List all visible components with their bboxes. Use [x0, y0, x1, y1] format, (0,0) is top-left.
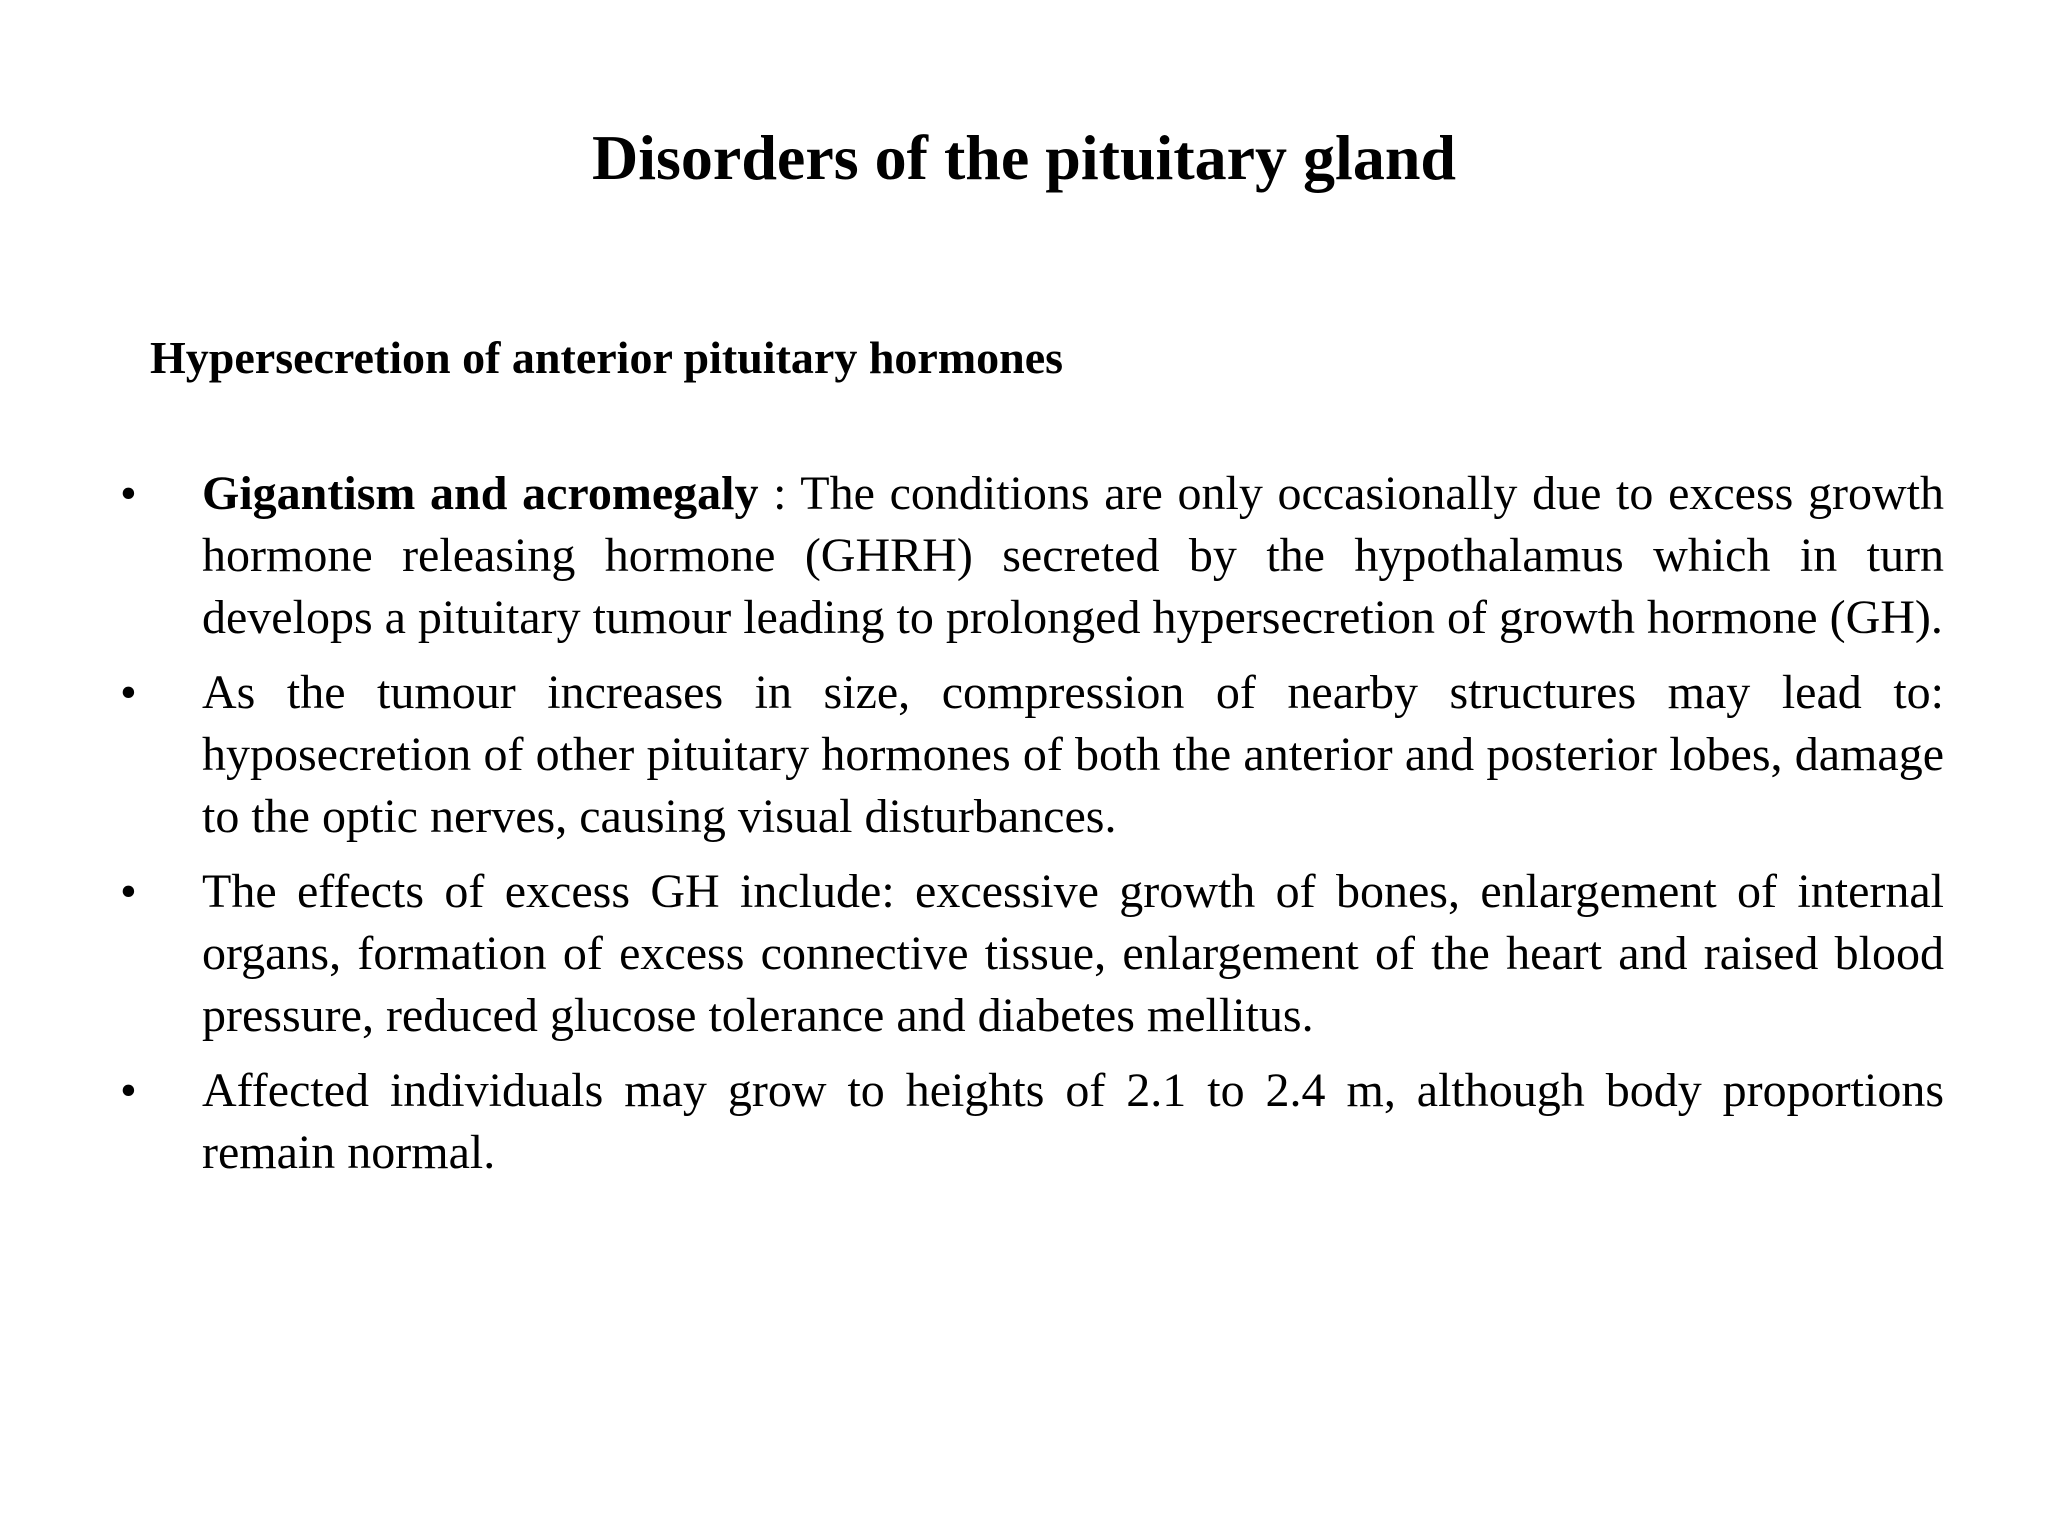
bullet-item-heights: [0, 1060, 2048, 1184]
bullet-text: As the tumour increases in size, compression of nearby structures may lead to: hyposecretion of other pituitary hormones of both the anterior and posterior lobes, damage to the optic nerves, causing visual disturbances.: [202, 666, 1944, 843]
bullet-marker: •: [120, 666, 137, 719]
bullet-text: Affected individuals may grow to heights of 2.1 to 2.4 m, although body proportions remain normal.: [202, 1064, 1944, 1179]
bullet-bold-lead: Gigantism and acromegaly: [202, 467, 759, 520]
bullet-item-gh-effects: [0, 861, 2048, 1047]
bullet-marker: •: [120, 1064, 137, 1117]
bullet-list: [0, 463, 2048, 1197]
bullet-body: : The conditions are only occasionally due to excess growth hormone releasing hormone (GHRH) secreted by the hypothalamus which in turn develops a pituitary tumour leading to prolonged hypersecretion of growth hormone (GH).: [202, 467, 1944, 644]
bullet-item-tumour-compression: [0, 662, 2048, 848]
bullet-item-gigantism: [0, 463, 2048, 649]
section-heading: Hypersecretion of anterior pituitary hormones: [150, 332, 1064, 383]
bullet-text: The effects of excess GH include: excessive growth of bones, enlargement of internal organs, formation of excess connective tissue, enlargement of the heart and raised blood pressure, reduced glucose tolerance and diabetes mellitus.: [202, 865, 1944, 1042]
slide-title: Disorders of the pituitary gland: [592, 122, 1456, 193]
bullet-marker: •: [120, 467, 137, 520]
bullet-marker: •: [120, 865, 137, 918]
bullet-text: [202, 463, 1944, 649]
